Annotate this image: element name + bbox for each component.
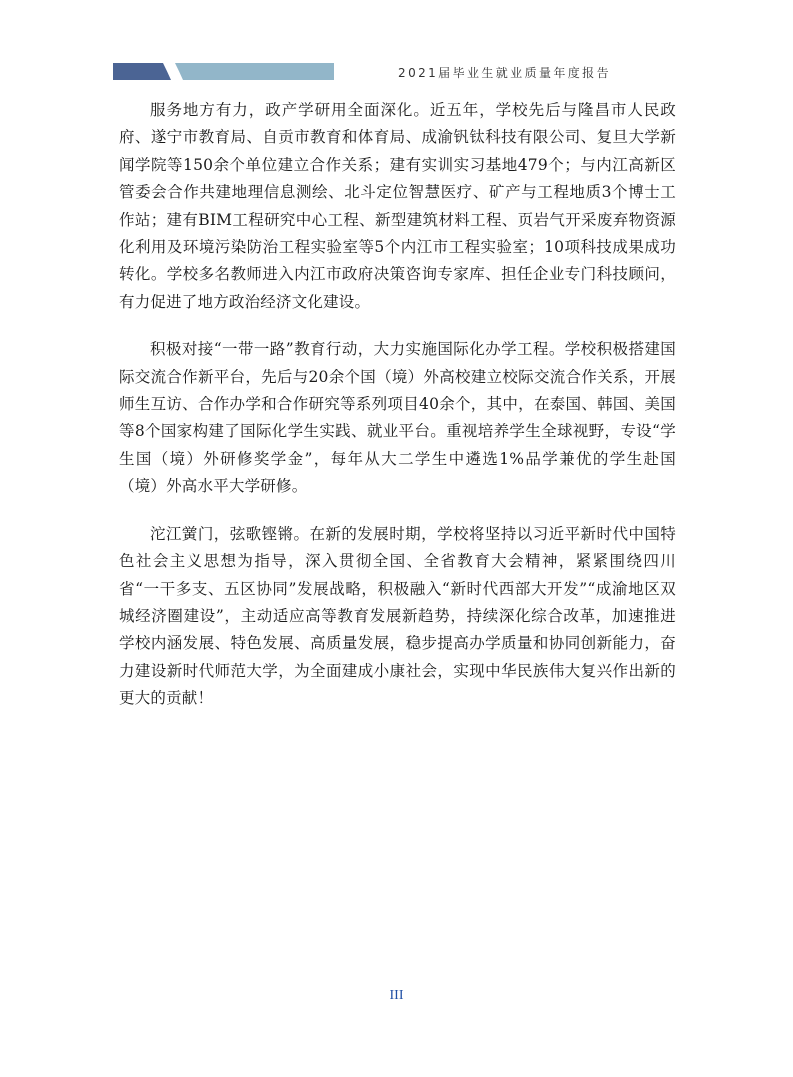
page-number: III	[389, 988, 404, 1003]
paragraph-local-service: 服务地方有力，政产学研用全面深化。近五年，学校先后与隆昌市人民政府、遂宁市教育局、自贡市教育和体育局、成渝钒钛科技有限公司、复旦大学新闻学院等150余个单位建立合作关系；建有实训实习基地479个；与内江高新区管委会合作共建地理信息测绘、北斗定位智慧医疗、矿产与工程地质3个博士工作站；建有BIM工程研究中心工程、新型建筑材料工程、页岩气开采废弃物资源化利用及环境污染防治工程实验室等5个内江市工程实验室；10项科技成果成功转化。学校多名教师进入内江市政府决策咨询专家库、担任企业专门科技顾问，有力促进了地方政治经济文化建设。	[119, 101, 676, 311]
report-title: 2021届毕业生就业质量年度报告	[398, 66, 611, 80]
header-decorative-band	[113, 63, 334, 80]
paragraph-international: 积极对接“一带一路”教育行动，大力实施国际化办学工程。学校积极搭建国际交流合作新平台，先后与20余个国（境）外高校建立校际交流合作关系，开展师生互访、合作办学和合作研究等系列项目40余个，其中，在泰国、韩国、美国等8个国家构建了国际化学生实践、就业平台。重视培养学生全球视野，专设“学生国（境）外研修奖学金”，每年从大二学生中遴选1%品学兼优的学生赴国（境）外高水平大学研修。	[119, 340, 676, 496]
page-header	[0, 0, 793, 90]
document-body	[119, 97, 676, 733]
paragraph-development: 沱江黉门，弦歌铿锵。在新的发展时期，学校将坚持以习近平新时代中国特色社会主义思想为指导，深入贯彻全国、全省教育大会精神，紧紧围绕四川省“一干多支、五区协同”发展战略，积极融入“新时代西部大开发”“成渝地区双城经济圈建设”，主动适应高等教育发展新趋势，持续深化综合改革，加速推进学校内涵发展、特色发展、高质量发展，稳步提高办学质量和协同创新能力，奋力建设新时代师范大学，为全面建成小康社会，实现中华民族伟大复兴作出新的更大的贡献！	[119, 524, 676, 708]
